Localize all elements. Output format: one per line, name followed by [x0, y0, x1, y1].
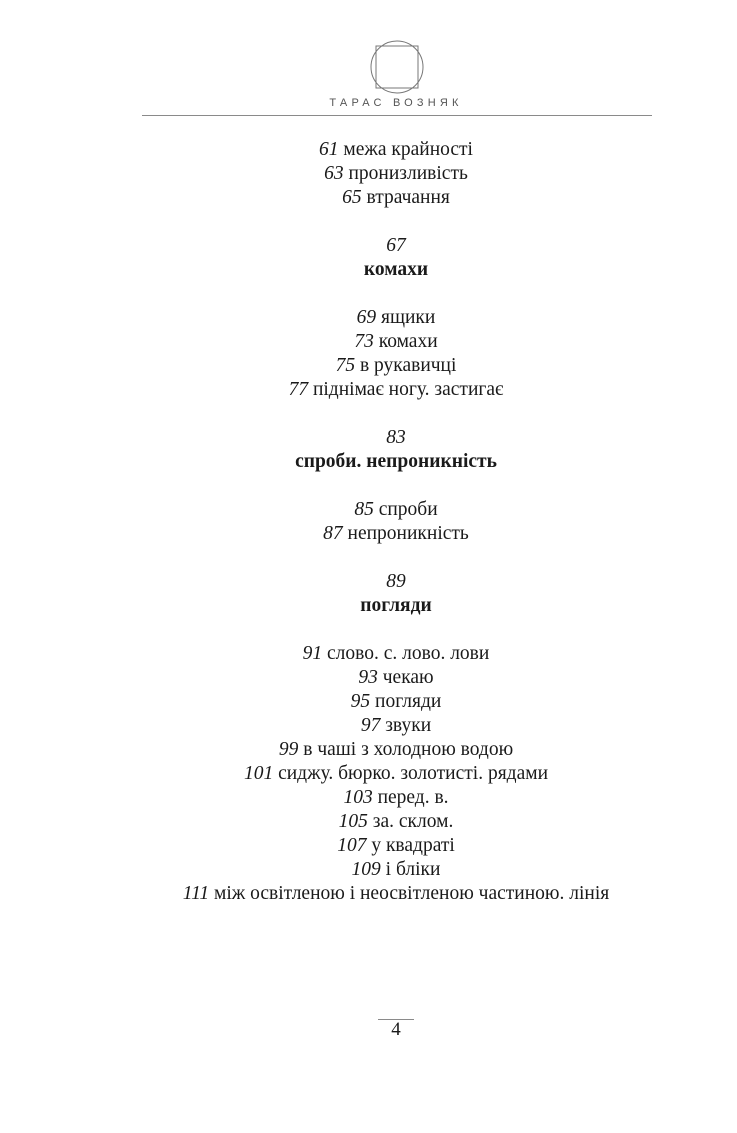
section-title: погляди: [360, 595, 432, 616]
table-of-contents: [0, 138, 737, 906]
page-ref: 83: [386, 427, 406, 448]
page-ref: 65: [342, 187, 362, 208]
toc-entry: [0, 834, 737, 858]
toc-entry: [0, 330, 737, 354]
entry-title: у квадраті: [371, 835, 455, 856]
toc-entry: [0, 642, 737, 666]
page-ref: 101: [243, 763, 274, 784]
toc-entry: [0, 306, 737, 330]
page-ref: 93: [358, 667, 378, 688]
page-ref: 85: [354, 499, 374, 520]
toc-spacer: [0, 282, 737, 306]
page-ref: 111: [182, 883, 210, 904]
page-ref: 95: [350, 691, 371, 712]
toc-entry: [0, 186, 737, 210]
page-ref: 87: [323, 523, 343, 544]
entry-title: в чаші з холодною водою: [303, 739, 514, 760]
square-circle-logo-icon: [370, 40, 424, 94]
toc-spacer: [0, 618, 737, 642]
page-ref: 91: [302, 643, 323, 664]
toc-entry: [0, 162, 737, 186]
page-ref: 99: [278, 739, 299, 760]
page-ref: 89: [386, 571, 406, 592]
toc-spacer: [0, 210, 737, 234]
section-page-number: [0, 234, 737, 258]
toc-entry: [0, 714, 737, 738]
toc-entry: [0, 738, 737, 762]
toc-entry: [0, 498, 737, 522]
entry-title: перед. в.: [377, 787, 449, 808]
entry-title: сиджу. бюрко. золотисті. рядами: [278, 763, 549, 784]
toc-entry: [0, 354, 737, 378]
entry-title: непроникність: [347, 523, 469, 544]
entry-title: за. склом.: [372, 811, 454, 832]
entry-title: між освітленою і неосвітленою частиною. лінія: [214, 883, 610, 904]
page-ref: 97: [360, 715, 381, 736]
toc-spacer: [0, 474, 737, 498]
entry-title: піднімає ногу. застигає: [312, 379, 504, 400]
section-title: комахи: [363, 259, 429, 280]
page-ref: 109: [351, 859, 381, 880]
page-ref: 107: [337, 835, 367, 856]
entry-title: погляди: [375, 691, 442, 712]
running-header-author: ТАРАС ВОЗНЯК: [329, 97, 463, 109]
toc-entry: [0, 786, 737, 810]
toc-entry: [0, 522, 737, 546]
toc-spacer: [0, 402, 737, 426]
entry-title: втрачання: [366, 187, 450, 208]
entry-title: і бліки: [385, 859, 441, 880]
entry-title: звуки: [385, 715, 432, 736]
page-ref: 61: [319, 139, 339, 160]
entry-title: в рукавичці: [359, 355, 457, 376]
section-page-number: [0, 570, 737, 594]
entry-title: ящики: [381, 307, 436, 328]
entry-title: слово. с. лово. лови: [327, 643, 490, 664]
toc-entry: [0, 378, 737, 402]
toc-entry: [0, 882, 737, 906]
toc-entry: [0, 762, 737, 786]
toc-entry: [0, 666, 737, 690]
page-ref: 75: [335, 355, 356, 376]
header-divider: [142, 115, 652, 116]
entry-title: комахи: [378, 331, 438, 352]
page-ref: 105: [338, 811, 368, 832]
toc-spacer: [0, 546, 737, 570]
page-ref: 67: [386, 235, 406, 256]
toc-entry: [0, 858, 737, 882]
toc-entry: [0, 810, 737, 834]
entry-title: чекаю: [382, 667, 434, 688]
entry-title: спроби: [378, 499, 438, 520]
entry-title: пронизливість: [348, 163, 468, 184]
section-title: спроби. непроникність: [295, 451, 497, 472]
page-ref: 69: [356, 307, 377, 328]
entry-title: межа крайності: [343, 139, 473, 160]
section-page-number: [0, 426, 737, 450]
page-ref: 103: [343, 787, 373, 808]
page-ref: 63: [324, 163, 344, 184]
page-ref: 77: [288, 379, 309, 400]
page-number: 4: [391, 1019, 401, 1040]
page-ref: 73: [354, 331, 374, 352]
toc-entry: [0, 690, 737, 714]
toc-entry: [0, 138, 737, 162]
